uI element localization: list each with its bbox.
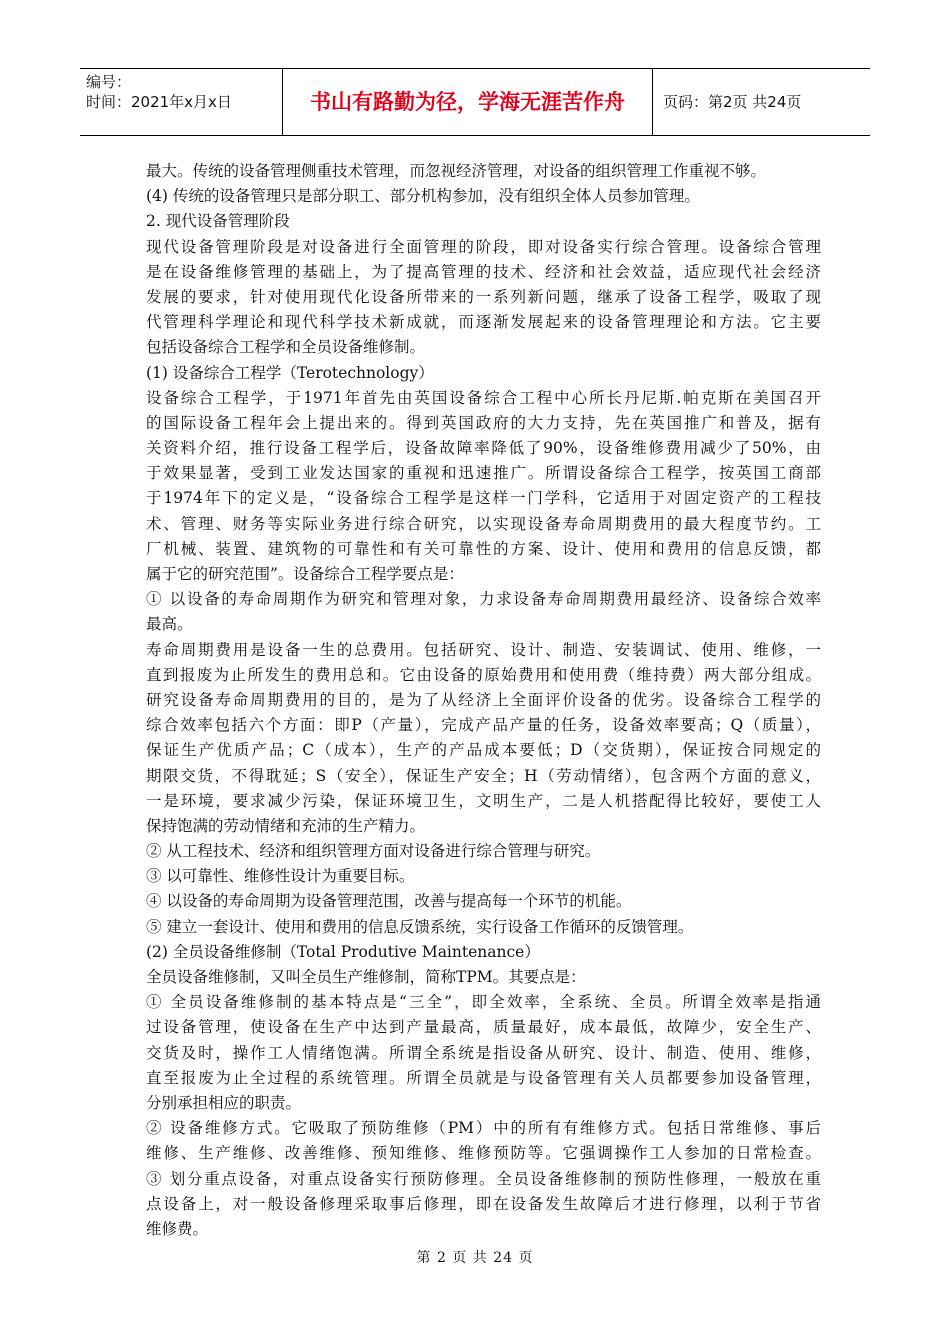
text-line: 保证生产优质产品；C（成本），生产的产品成本要低；D（交货期），保证按合同规定的 bbox=[146, 741, 821, 760]
text-line: 关资料介绍，推行设备工程学后，设备故障率降低了90%，设备维修费用减少了50%，由 bbox=[146, 439, 821, 458]
text-line: ① 全员设备维修制的基本特点是“三全”，即全效率，全系统、全员。所谓全效率是指通 bbox=[146, 993, 821, 1012]
text-line: 现代设备管理阶段是对设备进行全面管理的阶段，即对设备实行综合管理。设备综合管理 bbox=[146, 237, 821, 256]
header-page-info: 页码：第2页 共24页 bbox=[663, 93, 802, 111]
text-line: ④ 以设备的寿命周期为设备管理范围，改善与提高每一个环节的机能。 bbox=[146, 892, 632, 911]
text-line: 2. 现代设备管理阶段 bbox=[146, 212, 290, 231]
text-line: 全员设备维修制，又叫全员生产维修制，简称TPM。其要点是： bbox=[146, 968, 586, 986]
page-header bbox=[80, 68, 870, 136]
text-line: 研究设备寿命周期费用的目的，是为了从经济上全面评价设备的优劣。设备综合工程学的 bbox=[146, 690, 821, 709]
text-line: 代管理科学理论和现代科学技术新成就，而逐渐发展起来的设备管理理论和方法。它主要 bbox=[146, 313, 821, 332]
document-body bbox=[146, 159, 821, 1242]
text-line: 包括设备综合工程学和全员设备维修制。 bbox=[146, 338, 426, 357]
document-number-label: 编号： bbox=[86, 73, 132, 91]
text-line: ③ 划分重点设备，对重点设备实行预防修理。全员设备维修制的预防性修理，一般放在重 bbox=[146, 1169, 821, 1188]
text-line: 于1974年下的定义是，“设备综合工程学是这样一门学科，它适用于对固定资产的工程技 bbox=[146, 489, 821, 508]
text-line: 最高。 bbox=[146, 615, 193, 634]
page-footer: 第 2 页 共 24 页 bbox=[416, 1250, 534, 1266]
text-line: ⑤ 建立一套设计、使用和费用的信息反馈系统，实行设备工作循环的反馈管理。 bbox=[146, 917, 694, 936]
text-line: 维修费。 bbox=[146, 1219, 209, 1238]
text-line: 于效果显著，受到工业发达国家的重视和迅速推广。所谓设备综合工程学，按英国工商部 bbox=[146, 464, 821, 483]
text-line: 期限交货，不得耽延；S（安全），保证生产安全；H（劳动情绪），包含两个方面的意义， bbox=[146, 766, 821, 785]
text-line: 术、管理、财务等实际业务进行综合研究，以实现设备寿命周期费用的最大程度节约。工 bbox=[146, 514, 821, 533]
text-line: (4) 传统的设备管理只是部分职工、部分机构参加，没有组织全体人员参加管理。 bbox=[146, 187, 700, 206]
text-line: 是在设备维修管理的基础上，为了提高管理的技术、经济和社会效益，适应现代社会经济 bbox=[146, 262, 821, 281]
text-line: ② 设备维修方式。它吸取了预防维修（PM）中的所有有维修方式。包括日常维修、事后 bbox=[146, 1119, 821, 1138]
text-line: ① 以设备的寿命周期作为研究和管理对象，力求设备寿命周期费用最经济、设备综合效率 bbox=[146, 590, 821, 609]
text-line: 保持饱满的劳动情绪和充沛的生产精力。 bbox=[146, 816, 426, 835]
text-line: 直至报废为止全过程的系统管理。所谓全员就是与设备管理有关人员都要参加设备管理， bbox=[146, 1068, 821, 1087]
text-line: 设备综合工程学，于1971年首先由英国设备综合工程中心所长丹尼斯.帕克斯在美国召开 bbox=[146, 388, 821, 407]
text-line: 的国际设备工程年会上提出来的。得到英国政府的大力支持，先在英国推广和普及，据有 bbox=[146, 413, 821, 432]
text-line: (2) 全员设备维修制（Total Produtive Maintenance） bbox=[146, 942, 540, 961]
text-line: 综合效率包括六个方面：即P（产量），完成产品产量的任务，设备效率要高；Q（质量）， bbox=[146, 716, 821, 735]
text-line: 属于它的研究范围”。设备综合工程学要点是： bbox=[146, 565, 464, 583]
text-line: 最大。传统的设备管理侧重技术管理，而忽视经济管理，对设备的组织管理工作重视不够。 bbox=[146, 162, 767, 180]
text-line: (1) 设备综合工程学（Terotechnology） bbox=[146, 363, 434, 382]
text-line: 维修、生产维修、改善维修、预知维修、维修预防等。它强调操作工人参加的日常检查。 bbox=[146, 1144, 821, 1163]
text-line: 点设备上，对一般设备修理采取事后修理，即在设备发生故障后才进行修理，以利于节省 bbox=[146, 1194, 821, 1213]
text-line: 分别承担相应的职责。 bbox=[146, 1093, 302, 1112]
text-line: 一是环境，要求减少污染，保证环境卫生，文明生产，二是人机搭配得比较好，要使工人 bbox=[146, 791, 821, 810]
text-line: 直到报废为止所发生的费用总和。它由设备的原始费用和使用费（维持费）两大部分组成。 bbox=[146, 665, 821, 684]
text-line: 发展的要求，针对使用现代化设备所带来的一系列新问题，继承了设备工程学，吸取了现 bbox=[146, 287, 821, 306]
header-motto: 书山有路勤为径，学海无涯苦作舟 bbox=[282, 69, 653, 135]
text-line: ③ 以可靠性、维修性设计为重要目标。 bbox=[146, 867, 415, 886]
header-meta bbox=[80, 69, 282, 135]
document-date: 时间：2021年x月x日 bbox=[86, 93, 232, 111]
text-line: 厂机械、装置、建筑物的可靠性和有关可靠性的方案、设计、使用和费用的信息反馈，都 bbox=[146, 539, 821, 558]
text-line: ② 从工程技术、经济和组织管理方面对设备进行综合管理与研究。 bbox=[146, 842, 601, 861]
text-line: 交货及时，操作工人情绪饱满。所谓全系统是指设备从研究、设计、制造、使用、维修， bbox=[146, 1043, 821, 1062]
text-line: 过设备管理，使设备在生产中达到产量最高，质量最好，成本最低，故障少，安全生产、 bbox=[146, 1018, 821, 1037]
text-line: 寿命周期费用是设备一生的总费用。包括研究、设计、制造、安装调试、使用、维修，一 bbox=[146, 640, 821, 659]
